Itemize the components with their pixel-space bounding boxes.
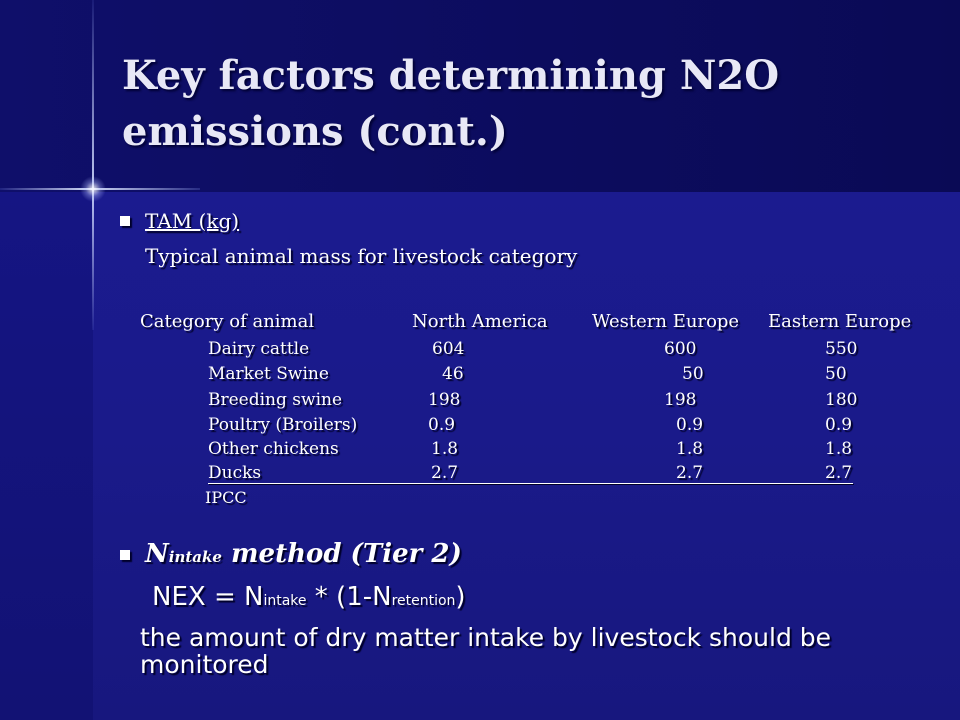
table-last-row-underline bbox=[208, 483, 853, 484]
table-cell-western-europe: 198 bbox=[664, 390, 697, 410]
table-cell-north-america: 1.8 bbox=[431, 439, 459, 459]
formula-end: ) bbox=[455, 582, 466, 612]
light-flare-vertical bbox=[92, 0, 94, 330]
tam-description: Typical animal mass for livestock category bbox=[145, 244, 578, 268]
table-header-western-europe: Western Europe bbox=[592, 311, 740, 332]
formula-lhs: NEX = N bbox=[152, 582, 264, 612]
table-cell-eastern-europe: 1.8 bbox=[825, 439, 853, 459]
table-cell-western-europe: 50 bbox=[682, 364, 704, 384]
monitoring-note: the amount of dry matter intake by livestock should be monitored bbox=[140, 623, 832, 679]
formula-sub-intake: intake bbox=[263, 593, 307, 609]
nintake-method-label bbox=[145, 538, 462, 573]
table-cell-western-europe: 0.9 bbox=[676, 415, 704, 435]
table-cell-animal: Poultry (Broilers) bbox=[208, 415, 358, 435]
table-cell-north-america: 0.9 bbox=[428, 415, 456, 435]
table-cell-eastern-europe: 2.7 bbox=[825, 463, 853, 483]
nex-formula bbox=[152, 581, 466, 617]
title-line-2: emissions (cont.) bbox=[122, 108, 508, 155]
table-cell-north-america: 604 bbox=[432, 339, 465, 359]
slide-title bbox=[122, 48, 922, 160]
table-cell-eastern-europe: 180 bbox=[825, 390, 858, 410]
table-source: IPCC bbox=[205, 488, 247, 507]
table-cell-eastern-europe: 550 bbox=[825, 339, 858, 359]
table-cell-western-europe: 2.7 bbox=[676, 463, 704, 483]
table-cell-western-europe: 600 bbox=[664, 339, 697, 359]
formula-mid: * (1-N bbox=[306, 582, 392, 612]
nintake-suffix: method (Tier 2) bbox=[221, 539, 462, 569]
light-flare-glow bbox=[80, 176, 106, 202]
table-header-eastern-europe: Eastern Europe bbox=[768, 311, 912, 332]
table-cell-animal: Market Swine bbox=[208, 364, 329, 384]
bullet-square-icon bbox=[120, 550, 130, 560]
table-cell-north-america: 46 bbox=[442, 364, 464, 384]
title-line-1: Key factors determining N2O bbox=[122, 52, 780, 99]
table-cell-north-america: 198 bbox=[428, 390, 461, 410]
nintake-subscript: intake bbox=[168, 548, 222, 566]
table-cell-animal: Ducks bbox=[208, 463, 262, 483]
left-margin-band bbox=[0, 192, 93, 720]
nintake-prefix: N bbox=[145, 539, 169, 569]
table-cell-eastern-europe: 50 bbox=[825, 364, 847, 384]
bullet-square-icon bbox=[120, 216, 130, 226]
table-cell-animal: Dairy cattle bbox=[208, 339, 310, 359]
formula-sub-retention: retention bbox=[391, 593, 456, 609]
table-cell-western-europe: 1.8 bbox=[676, 439, 704, 459]
table-cell-north-america: 2.7 bbox=[431, 463, 459, 483]
table-header-north-america: North America bbox=[412, 311, 548, 332]
table-cell-animal: Other chickens bbox=[208, 439, 339, 459]
table-cell-eastern-europe: 0.9 bbox=[825, 415, 853, 435]
table-cell-animal: Breeding swine bbox=[208, 390, 343, 410]
tam-label: TAM (kg) bbox=[145, 209, 240, 233]
table-header-category: Category of animal bbox=[140, 311, 315, 332]
